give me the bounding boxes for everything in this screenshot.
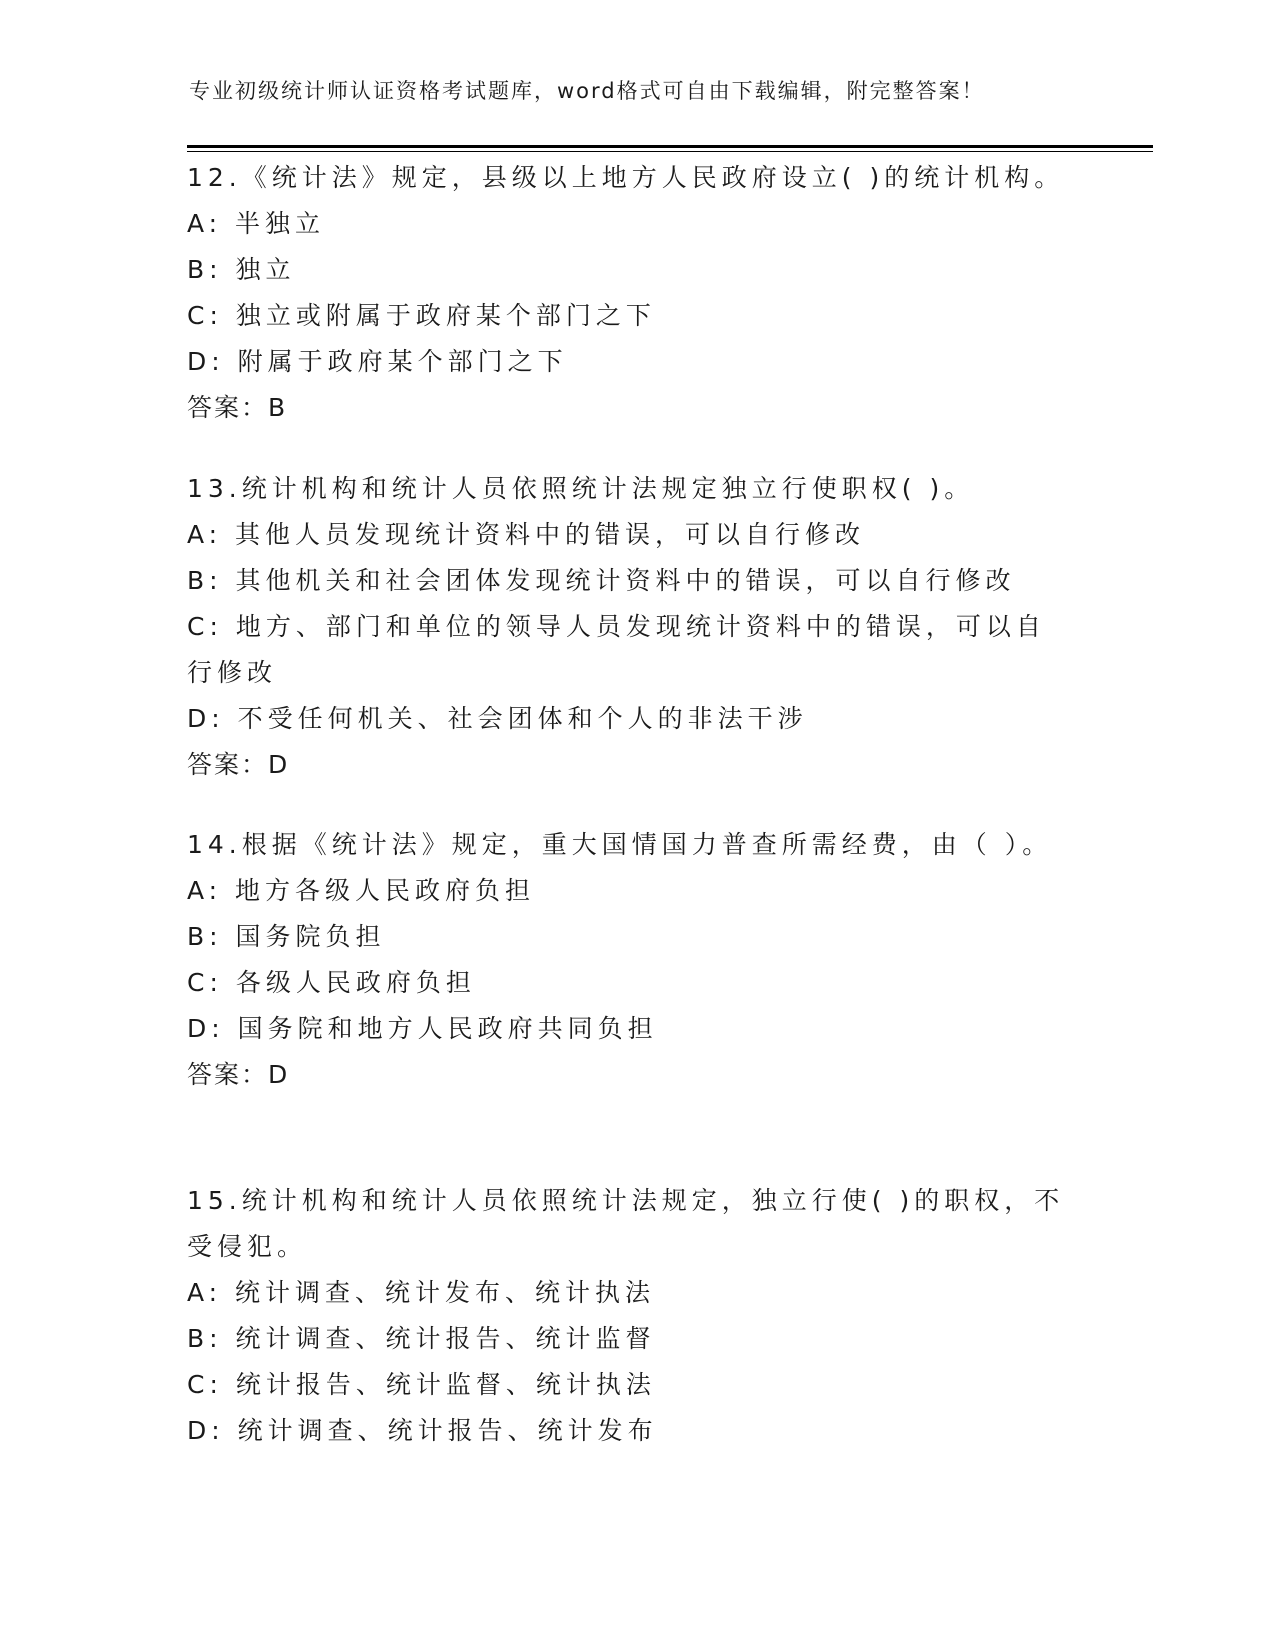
question-stem: 13.统计机构和统计人员依照统计法规定独立行使职权( )。 xyxy=(187,474,975,503)
option-d: D: 国务院和地方人民政府共同负担 xyxy=(187,1014,658,1043)
answer: 答案：B xyxy=(187,393,288,422)
option-c: C: 统计报告、统计监督、统计执法 xyxy=(187,1370,656,1399)
question-14 xyxy=(187,822,1087,1098)
option-b: B: 独立 xyxy=(187,255,296,284)
option-b: B: 统计调查、统计报告、统计监督 xyxy=(187,1324,656,1353)
question-15 xyxy=(187,1178,1087,1454)
page-header: 专业初级统计师认证资格考试题库，word格式可自由下载编辑，附完整答案！ xyxy=(189,79,985,103)
option-c: C: 各级人民政府负担 xyxy=(187,968,476,997)
option-a: A: 统计调查、统计发布、统计执法 xyxy=(187,1278,656,1307)
question-stem: 12.《统计法》规定，县级以上地方人民政府设立( )的统计机构。 xyxy=(187,163,1065,192)
option-c: C: 地方、部门和单位的领导人员发现统计资料中的错误，可以自行修改 xyxy=(187,612,1046,687)
question-stem: 14.根据《统计法》规定，重大国情国力普查所需经费，由（ ）。 xyxy=(187,830,1053,859)
header-rule-thin xyxy=(187,151,1153,152)
question-12 xyxy=(187,155,1087,431)
option-c: C: 独立或附属于政府某个部门之下 xyxy=(187,301,656,330)
option-d: D: 不受任何机关、社会团体和个人的非法干涉 xyxy=(187,704,808,733)
option-a: A: 其他人员发现统计资料中的错误，可以自行修改 xyxy=(187,520,866,549)
option-a: A: 半独立 xyxy=(187,209,326,238)
option-b: B: 其他机关和社会团体发现统计资料中的错误，可以自行修改 xyxy=(187,566,1016,595)
option-b: B: 国务院负担 xyxy=(187,922,386,951)
answer: 答案：D xyxy=(187,1060,290,1089)
question-13 xyxy=(187,466,1087,788)
header-rule-thick xyxy=(187,145,1153,148)
option-d: D: 附属于政府某个部门之下 xyxy=(187,347,568,376)
option-a: A: 地方各级人民政府负担 xyxy=(187,876,536,905)
option-d: D: 统计调查、统计报告、统计发布 xyxy=(187,1416,658,1445)
answer: 答案：D xyxy=(187,750,290,779)
question-stem: 15.统计机构和统计人员依照统计法规定，独立行使( )的职权，不受侵犯。 xyxy=(187,1186,1065,1261)
